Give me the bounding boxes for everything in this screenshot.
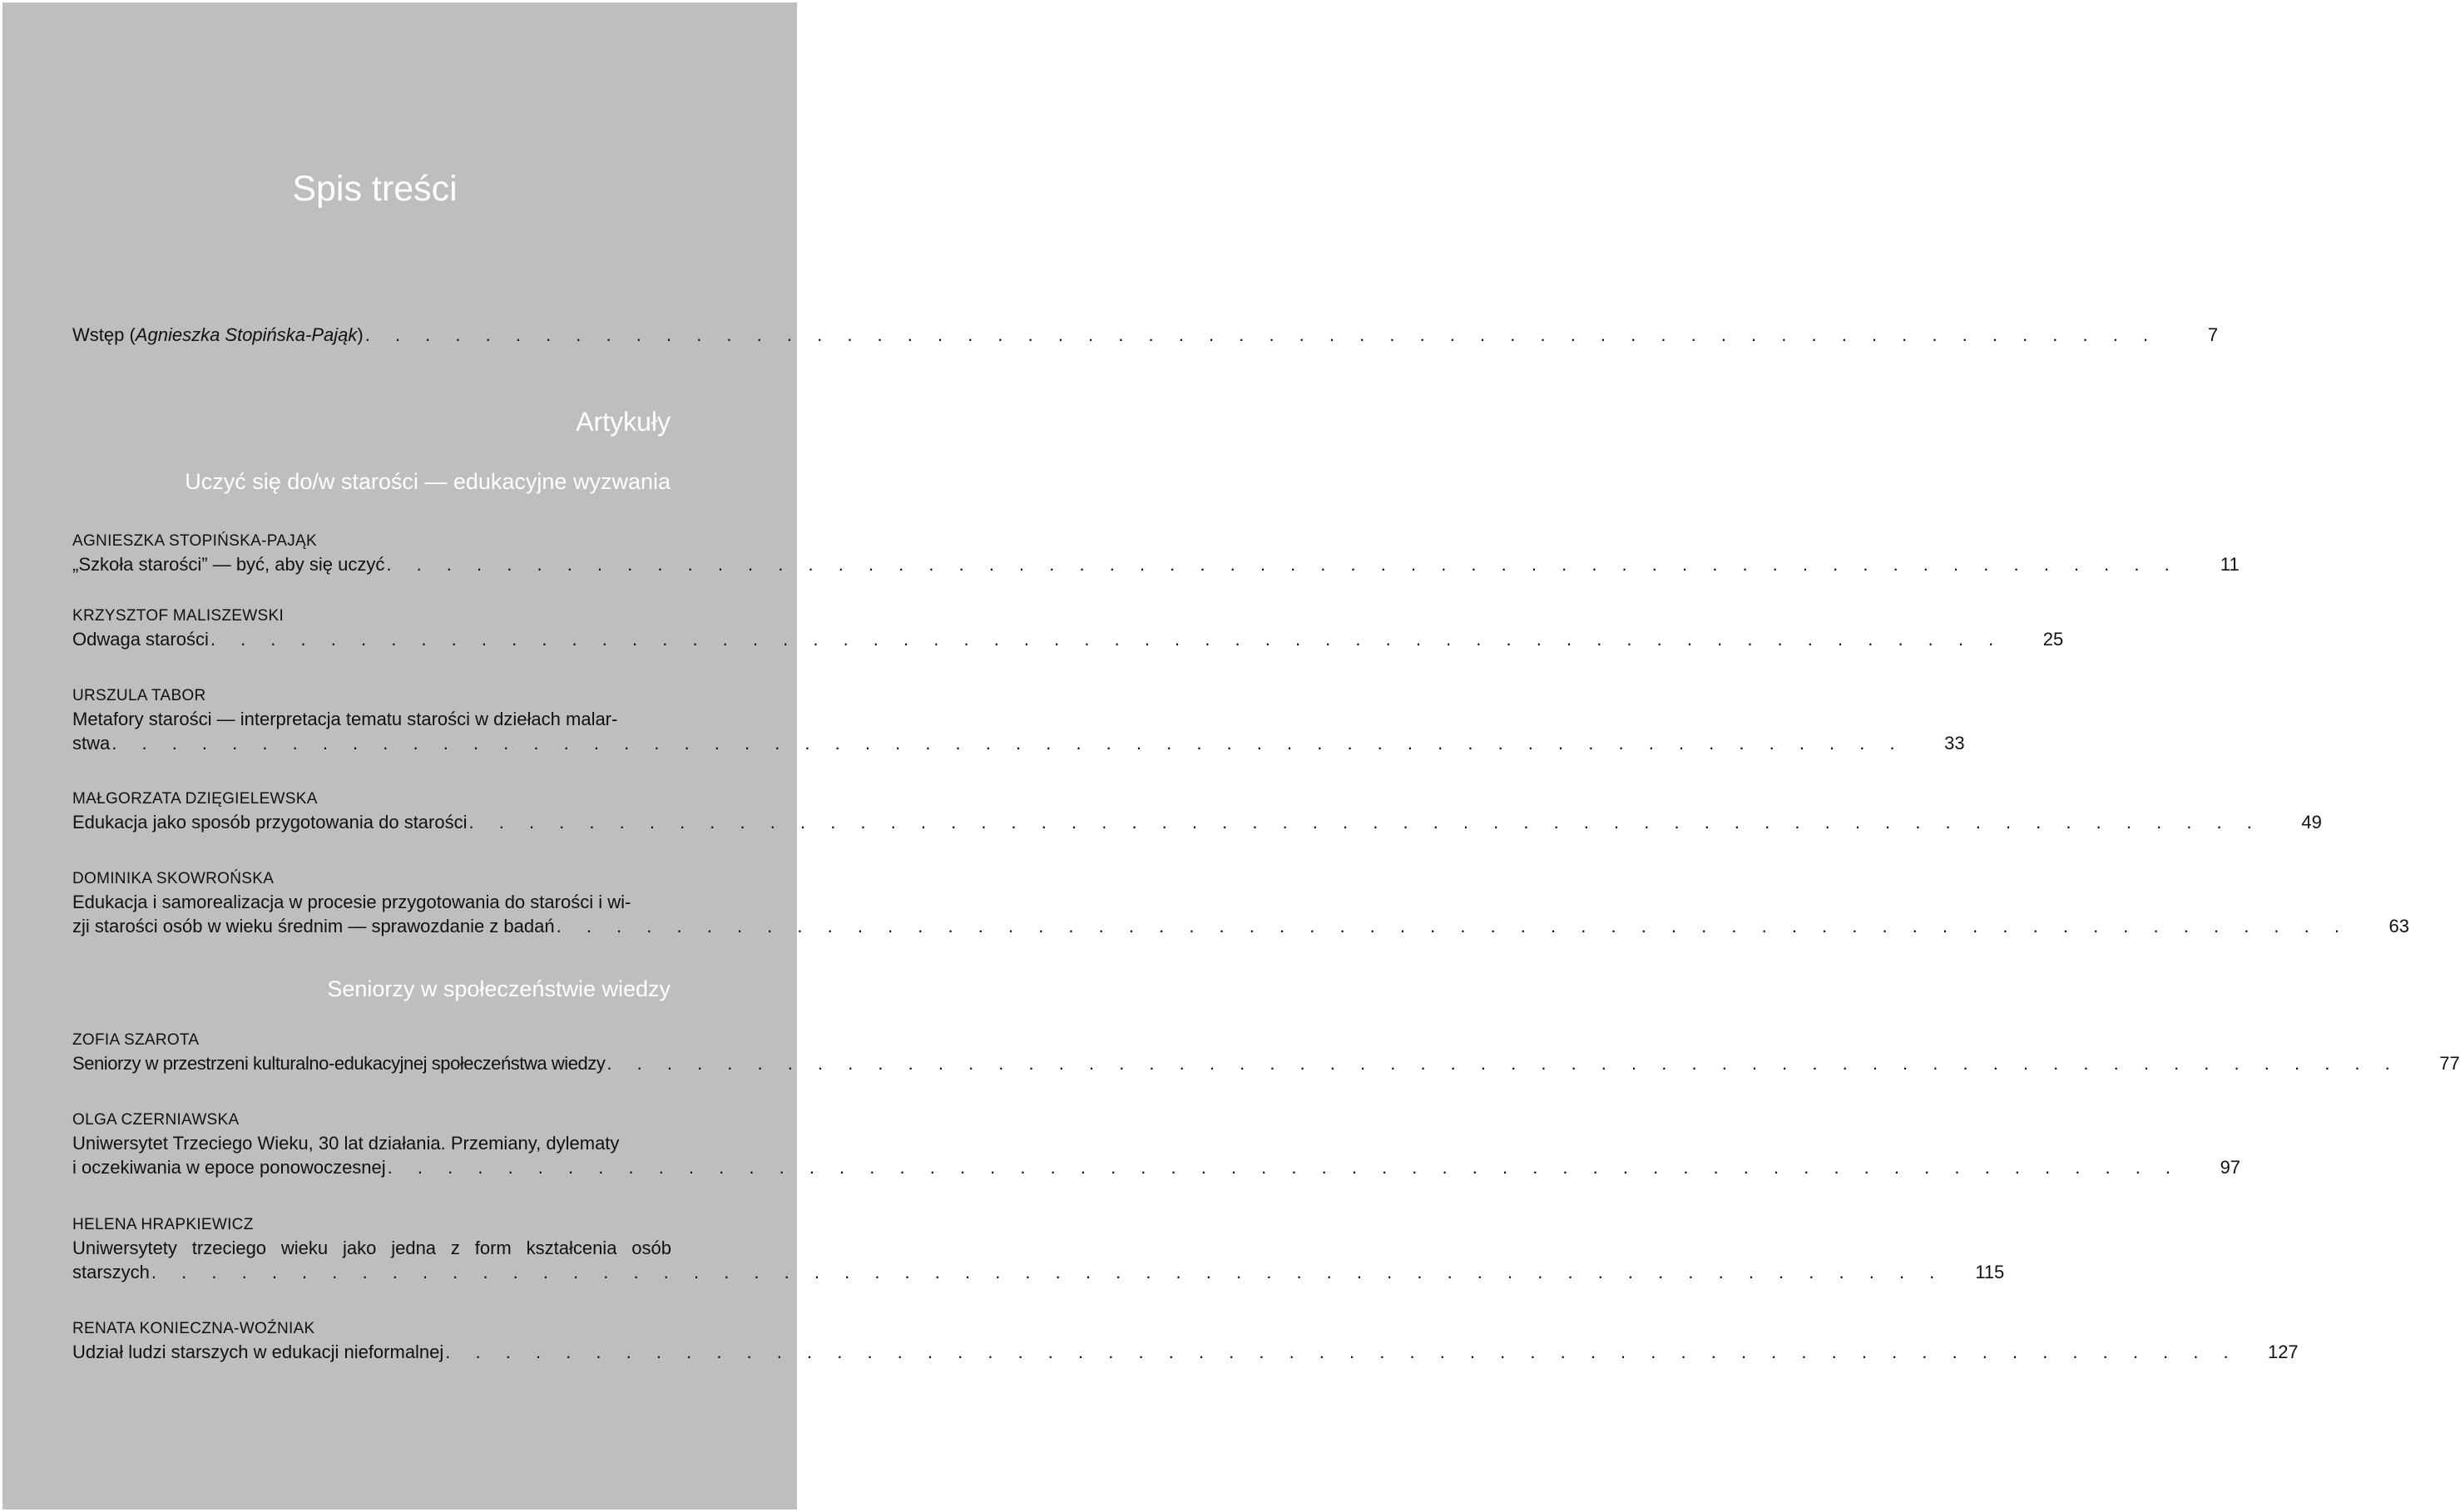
entry-author: MAŁGORZATA DZIĘGIELEWSKA bbox=[72, 790, 318, 808]
intro-author: Agnieszka Stopińska-Pająk bbox=[135, 324, 358, 345]
leader-dots: . . . . . . . . . . . . . . . . . . . . . . . . . . . . . . . . . . . . . . . . . . . . . . . . . . . . . . . . . . . . bbox=[445, 1342, 2239, 1362]
toc-entry[interactable] bbox=[72, 1109, 2241, 1179]
toc-entry-title: zji starości osób w wieku średnim — sprawozdanie z badań . . . . . . . . . . . . . . . . . . . . . . . . . . . . . . . . . . . . . . . . . . . . . . . . . . . . . . . . . . . . 63 bbox=[72, 915, 671, 939]
intro-prefix: Wstęp ( bbox=[72, 324, 136, 345]
toc-entry-title: Udział ludzi starszych w edukacji nieformalnej . . . . . . . . . . . . . . . . . . . . . . . . . . . . . . . . . . . . . . . . . . . . . . . . . . . . . . . . . . . . 127 bbox=[72, 1341, 671, 1365]
page-number: 33 bbox=[1944, 732, 1965, 754]
leader-dots: . . . . . . . . . . . . . . . . . . . . . . . . . . . . . . . . . . . . . . . . . . . . . . . . . . . . . . . . . . . . bbox=[210, 629, 2004, 650]
leader-dots: . . . . . . . . . . . . . . . . . . . . . . . . . . . . . . . . . . . . . . . . . . . . . . . . . . . . . . . . . . . . bbox=[386, 554, 2180, 575]
toc-entry-title: stwa . . . . . . . . . . . . . . . . . . . . . . . . . . . . . . . . . . . . . . . . . . . . . . . . . . . . . . . . . . . . 33 bbox=[72, 732, 671, 756]
toc-entry-title: starszych . . . . . . . . . . . . . . . . . . . . . . . . . . . . . . . . . . . . . . . . . . . . . . . . . . . . . . . . . . . . 115 bbox=[72, 1261, 671, 1285]
leader-dots: . . . . . . . . . . . . . . . . . . . . . . . . . . . . . . . . . . . . . . . . . . . . . . . . . . . . . . . . . . . . bbox=[151, 1261, 1945, 1282]
toc-entry-title bbox=[72, 324, 2219, 348]
page-number: 49 bbox=[2301, 812, 2322, 833]
leader-dots: . . . . . . . . . . . . . . . . . . . . . . . . . . . . . . . . . . . . . . . . . . . . . . . . . . . . . . . . . . . . bbox=[364, 324, 2159, 345]
toc-entry-title: i oczekiwania w epoce ponowoczesnej . . . . . . . . . . . . . . . . . . . . . . . . . . . . . . . . . . . . . . . . . . . . . . . . . . . . . . . . . . . . 97 bbox=[72, 1156, 671, 1180]
entry-author: KRZYSZTOF MALISZEWSKI bbox=[72, 607, 285, 625]
leader-dots: . . . . . . . . . . . . . . . . . . . . . . . . . . . . . . . . . . . . . . . . . . . . . . . . . . . . . . . . . . . . bbox=[387, 1156, 2181, 1178]
page-title: Spis treści bbox=[292, 169, 458, 209]
entry-author: HELENA HRAPKIEWICZ bbox=[72, 1216, 254, 1233]
toc-entry-title: Seniorzy w przestrzeni kulturalno-edukacyjnej społeczeństwa wiedzy . . . . . . . . . . . . . . . . . . . . . . . . . . . . . . . . . . . . . . . . . . . . . . . . . . . . . . . . . . . . 77 bbox=[72, 1052, 671, 1076]
page-number: 63 bbox=[2388, 915, 2409, 936]
page-number: 25 bbox=[2042, 629, 2064, 650]
section-heading-1: Uczyć się do/w starości — edukacyjne wyzwania bbox=[185, 469, 671, 494]
leader-dots: . . . . . . . . . . . . . . . . . . . . . . . . . . . . . . . . . . . . . . . . . . . . . . . . . . . . . . . . . . . . bbox=[111, 732, 1905, 754]
entry-title-line: Edukacja i samorealizacja w procesie przygotowania do starości i wi- bbox=[72, 892, 631, 912]
toc-page bbox=[2, 2, 2460, 1510]
toc-entry[interactable] bbox=[72, 788, 2322, 835]
entry-title-line: Uniwersytety trzeciego wieku jako jedna z form kształcenia osób bbox=[72, 1238, 671, 1258]
page-number: 11 bbox=[2220, 554, 2240, 575]
toc-entry[interactable] bbox=[72, 1213, 2005, 1284]
leader-dots: . . . . . . . . . . . . . . . . . . . . . . . . . . . . . . . . . . . . . . . . . . . . . . . . . . . . . . . . . . . . bbox=[556, 915, 2349, 936]
entry-author: OLGA CZERNIAWSKA bbox=[72, 1111, 240, 1129]
toc-entry[interactable] bbox=[72, 1029, 2460, 1076]
toc-entry-title: Odwaga starości . . . . . . . . . . . . . . . . . . . . . . . . . . . . . . . . . . . . . . . . . . . . . . . . . . . . . . . . . . . . 25 bbox=[72, 628, 671, 652]
entry-author: ZOFIA SZAROTA bbox=[72, 1031, 200, 1049]
page-number: 7 bbox=[2207, 324, 2219, 345]
entry-author: URSZULA TABOR bbox=[72, 687, 206, 704]
entry-title-line: Uniwersytet Trzeciego Wieku, 30 lat działania. Przemiany, dylematy bbox=[72, 1133, 620, 1154]
page-number: 127 bbox=[2267, 1342, 2299, 1362]
entry-author: DOMINIKA SKOWROŃSKA bbox=[72, 870, 275, 887]
toc-entry[interactable] bbox=[72, 684, 1965, 755]
toc-entry[interactable] bbox=[72, 1317, 2299, 1365]
leader-dots: . . . . . . . . . . . . . . . . . . . . . . . . . . . . . . . . . . . . . . . . . . . . . . . . . . . . . . . . . . . . bbox=[468, 812, 2262, 833]
section-heading-2: Seniorzy w społeczeństwie wiedzy bbox=[327, 976, 671, 1001]
toc-entry-title: „Szkoła starości” — być, aby się uczyć . . . . . . . . . . . . . . . . . . . . . . . . . . . . . . . . . . . . . . . . . . . . . . . . . . . . . . . . . . . . 11 bbox=[72, 553, 671, 577]
toc-entry[interactable] bbox=[72, 867, 2409, 938]
leader-dots: . . . . . . . . . . . . . . . . . . . . . . . . . . . . . . . . . . . . . . . . . . . . . . . . . . . . . . . . . . . . bbox=[606, 1053, 2400, 1074]
page-number: 77 bbox=[2439, 1053, 2460, 1074]
toc-entry[interactable] bbox=[72, 605, 2064, 652]
toc-entry-intro[interactable] bbox=[72, 324, 2219, 348]
entry-author: AGNIESZKA STOPIŃSKA-PAJĄK bbox=[72, 532, 317, 550]
toc-entry[interactable] bbox=[72, 530, 2240, 577]
entry-author: RENATA KONIECZNA-WOŹNIAK bbox=[72, 1320, 315, 1337]
entry-title-line: Metafory starości — interpretacja tematu starości w dziełach malar- bbox=[72, 709, 618, 729]
intro-suffix: ) bbox=[357, 324, 364, 345]
page-number: 115 bbox=[1975, 1261, 2005, 1282]
toc-entry-title: Edukacja jako sposób przygotowania do starości . . . . . . . . . . . . . . . . . . . . . . . . . . . . . . . . . . . . . . . . . . . . . . . . . . . . . . . . . . . . 49 bbox=[72, 811, 671, 835]
page-number: 97 bbox=[2220, 1156, 2241, 1178]
part-heading: Artykuły bbox=[576, 407, 671, 437]
